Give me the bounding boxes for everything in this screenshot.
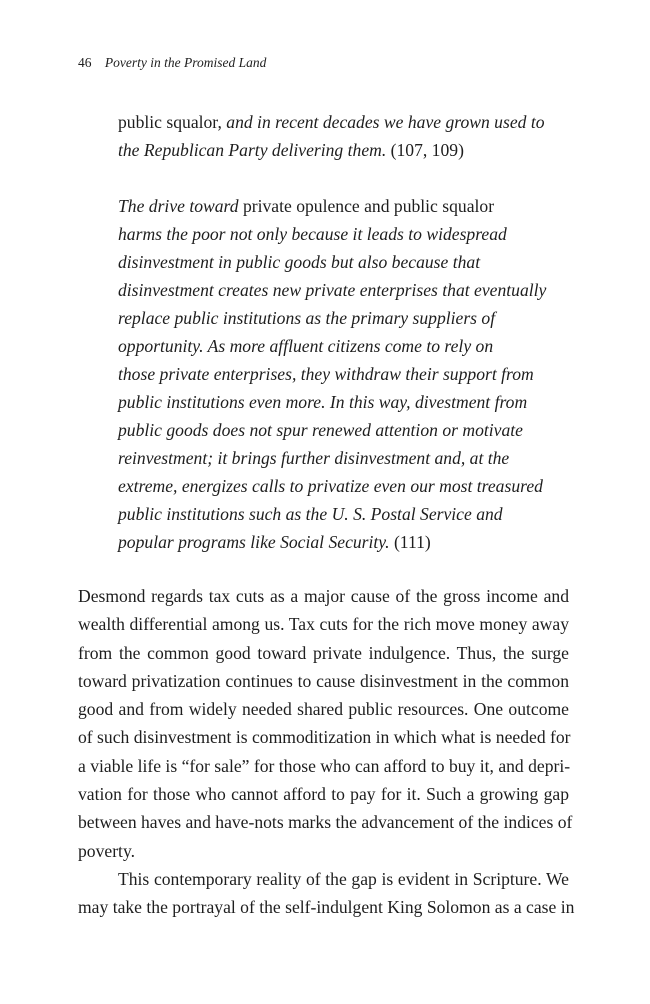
body-line: a viable life is “for sale” for those who can afford to buy it, and depri- [78, 755, 571, 776]
quote-line [118, 500, 578, 528]
quote-segment: opportunity. As more affluent citizens come to rely on [118, 336, 494, 356]
body-line: vation for those who cannot afford to pay for it. Such a growing gap [78, 784, 569, 805]
quote-line [118, 136, 578, 164]
body-line: poverty. [78, 840, 135, 861]
quote-segment: harms the poor not only because it leads to widespread [118, 224, 507, 244]
quote-segment: public squalor, [118, 112, 227, 132]
quote-line [118, 332, 578, 360]
block-quote-continued [118, 108, 578, 164]
quote-segment: public goods does not spur renewed attention or motivate [118, 420, 523, 440]
quote-line [118, 248, 578, 276]
body-line: toward privatization continues to cause disinvestment in the common [78, 670, 569, 691]
body-line: between haves and have-nots marks the advancement of the indices of [78, 812, 573, 833]
body-paragraphs [78, 582, 575, 922]
quote-segment: replace public institutions as the primary suppliers of [118, 308, 496, 328]
quote-segment: popular programs like Social Security. [118, 532, 390, 552]
body-line: may take the portrayal of the self-indulgent King Solomon as a case in [78, 897, 575, 918]
quote-line [118, 276, 578, 304]
quote-segment: and in recent decades we have grown used to [226, 112, 545, 132]
quote-segment: extreme, energizes calls to privatize even our most treasured [118, 476, 543, 496]
quote-segment: public institutions such as the U. S. Postal Service and [118, 504, 503, 524]
quote-line [118, 108, 578, 136]
running-head [78, 54, 266, 72]
body-line: Desmond regards tax cuts as a major cause of the gross income and [78, 586, 569, 606]
quote-line [118, 388, 578, 416]
body-line: from the common good toward private indulgence. Thus, the surge [78, 642, 569, 663]
body-line: of such disinvestment is commoditization in which what is needed for [78, 727, 571, 748]
body-line: wealth differential among us. Tax cuts for the rich move money away [78, 614, 569, 635]
quote-line [118, 416, 578, 444]
quote-segment: The drive toward [118, 196, 239, 216]
quote-segment: (111) [389, 532, 431, 552]
quote-segment: disinvestment creates new private enterprises that eventually [118, 280, 547, 300]
quote-segment: (107, 109) [386, 140, 464, 160]
quote-segment: public institutions even more. In this way, divestment from [118, 392, 528, 412]
block-quote [118, 192, 578, 556]
quote-segment: private opulence and public squalor [238, 196, 495, 216]
running-head-title: Poverty in the Promised Land [104, 55, 267, 70]
quote-line [118, 304, 578, 332]
quote-line [118, 472, 578, 500]
page-number: 46 [78, 55, 92, 70]
quote-segment: those private enterprises, they withdraw their support from [118, 364, 534, 384]
quote-segment: disinvestment in public goods but also because that [118, 252, 481, 272]
quote-line [118, 220, 578, 248]
quote-segment: reinvestment; it brings further disinvestment and, at the [118, 448, 510, 468]
quote-line [118, 444, 578, 472]
quote-line [118, 360, 578, 388]
quote-line [118, 528, 578, 556]
body-line: This contemporary reality of the gap is evident in Scripture. We [118, 868, 569, 889]
quote-line [118, 192, 578, 220]
body-line: good and from widely needed shared public resources. One outcome [78, 699, 569, 720]
quote-segment: the Republican Party delivering them. [118, 140, 387, 160]
